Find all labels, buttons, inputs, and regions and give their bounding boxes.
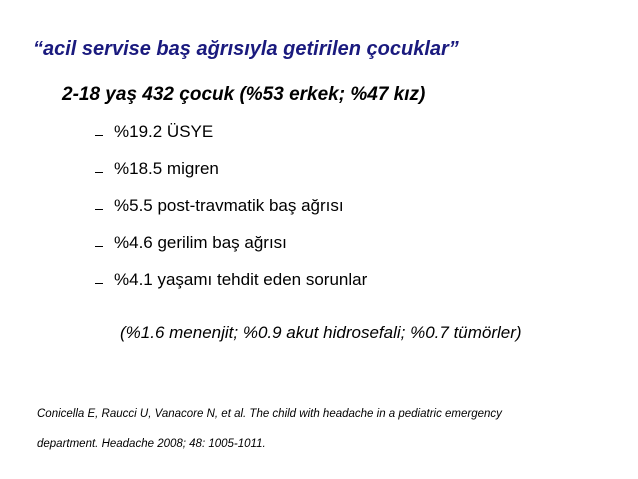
dash-bullet-icon [95,172,103,173]
statistics-list [95,122,367,307]
bullet-text: %19.2 ÜSYE [114,122,214,141]
bullet-text: %4.1 yaşamı tehdit eden sorunlar [114,270,368,289]
list-item [95,159,367,196]
slide-title: “acil servise baş ağrısıyla getirilen çocuklar” [33,38,459,60]
citation-reference [37,399,597,459]
list-item [95,122,367,159]
dash-bullet-icon [95,135,103,136]
list-item [95,196,367,233]
bullet-text: %4.6 gerilim baş ağrısı [114,233,287,252]
dash-bullet-icon [95,246,103,247]
list-item [95,270,367,307]
bullet-text: %18.5 migren [114,159,219,178]
citation-line-2: department. Headache 2008; 48: 1005-1011. [37,438,266,450]
dash-bullet-icon [95,283,103,284]
bullet-text: %5.5 post-travmatik baş ağrısı [114,196,344,215]
slide-subtitle: 2-18 yaş 432 çocuk (%53 erkek; %47 kız) [62,84,426,105]
dash-bullet-icon [95,209,103,210]
breakdown-note: (%1.6 menenjit; %0.9 akut hidrosefali; %0.7 tümörler) [120,323,522,342]
citation-line-1: Conicella E, Raucci U, Vanacore N, et al. The child with headache in a pediatric emergency [37,408,502,420]
list-item [95,233,367,270]
